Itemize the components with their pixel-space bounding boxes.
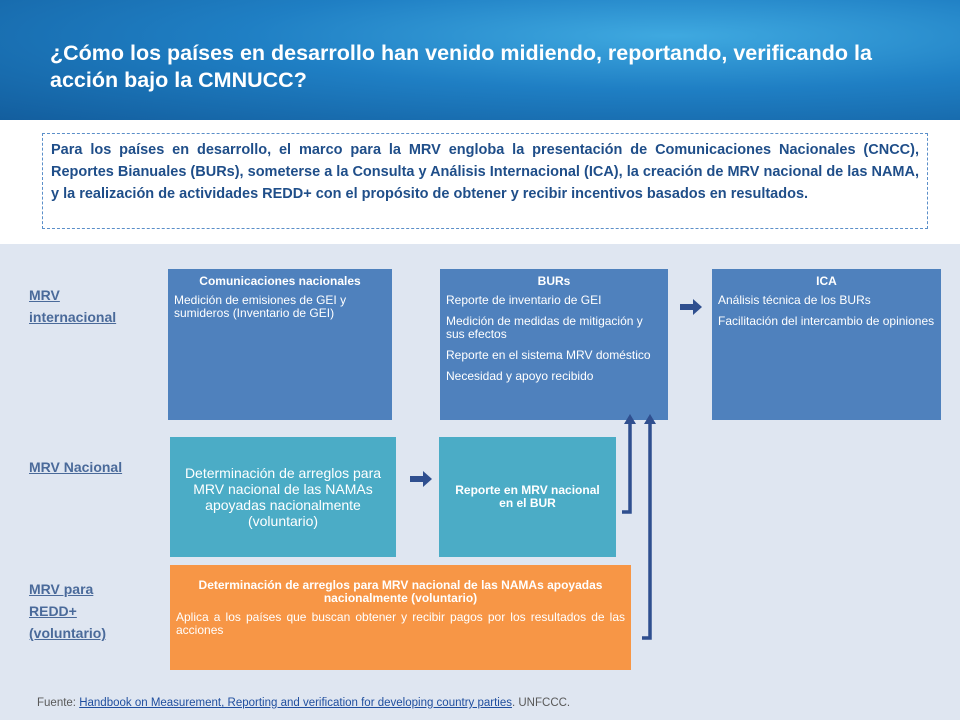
footer-suffix: . UNFCCC. bbox=[511, 697, 571, 709]
connector-redd-to-burs-icon bbox=[638, 414, 658, 644]
arrow-right-icon bbox=[680, 297, 704, 317]
box-ica bbox=[712, 269, 941, 420]
box-nama-arreglos bbox=[170, 437, 396, 557]
box-text: Reporte en MRV nacional en el BUR bbox=[455, 483, 600, 510]
box-burs bbox=[440, 269, 668, 420]
box-title: Comunicaciones nacionales bbox=[199, 274, 361, 288]
box-reporte-bur bbox=[439, 437, 616, 557]
list-item: Medición de medidas de mitigación y sus efectos bbox=[446, 314, 643, 341]
row-label-nacional: MRV Nacional bbox=[29, 459, 123, 475]
arrow-right-icon bbox=[410, 469, 434, 489]
page-title: ¿Cómo los países en desarrollo han venido midiendo, reportando, verificando la acción bajo la CMNUCC? bbox=[50, 41, 872, 92]
footer-source bbox=[37, 697, 570, 709]
list-item: Reporte en el sistema MRV doméstico bbox=[446, 348, 651, 362]
box-redd bbox=[170, 565, 631, 670]
header-banner bbox=[0, 0, 960, 120]
row-label-redd: MRV para REDD+ (voluntario) bbox=[29, 581, 106, 641]
list-item: Facilitación del intercambio de opiniones bbox=[718, 314, 935, 328]
list-item: Análisis técnica de los BURs bbox=[718, 293, 871, 307]
connector-nacional-to-burs-icon bbox=[618, 414, 638, 518]
source-link[interactable]: Handbook on Measurement, Reporting and verification for developing country parties bbox=[79, 697, 512, 709]
list-item: Necesidad y apoyo recibido bbox=[446, 369, 594, 383]
box-title: ICA bbox=[816, 274, 837, 288]
intro-text: Para los países en desarrollo, el marco para la MRV engloba la presentación de Comunicaciones Nacionales (CNCC), Reportes Bianuales (BURs), someterse a la Consulta y Análisis Internacional (ICA), la creación de MRV nacional de las NAMA, y la realización de actividades REDD+ con el propósito de obtener y recibir incentivos basados en resultados. bbox=[42, 133, 928, 229]
box-comunicaciones-nacionales bbox=[168, 269, 392, 420]
box-title: Determinación de arreglos para MRV nacional de las NAMAs apoyadas nacionalmente (voluntario) bbox=[198, 578, 603, 605]
list-item: Reporte de inventario de GEI bbox=[446, 293, 602, 307]
box-title: BURs bbox=[537, 274, 571, 288]
box-text: Determinación de arreglos para MRV nacional de las NAMAs apoyadas nacionalmente (voluntario) bbox=[184, 465, 382, 529]
footer-prefix: Fuente: bbox=[37, 697, 76, 709]
row-label-internacional: MRV internacional bbox=[29, 287, 117, 325]
list-item: Medición de emisiones de GEI y sumideros (Inventario de GEI) bbox=[174, 293, 347, 320]
box-text: Aplica a los países que buscan obtener y recibir pagos por los resultados de las acciones bbox=[176, 610, 625, 637]
